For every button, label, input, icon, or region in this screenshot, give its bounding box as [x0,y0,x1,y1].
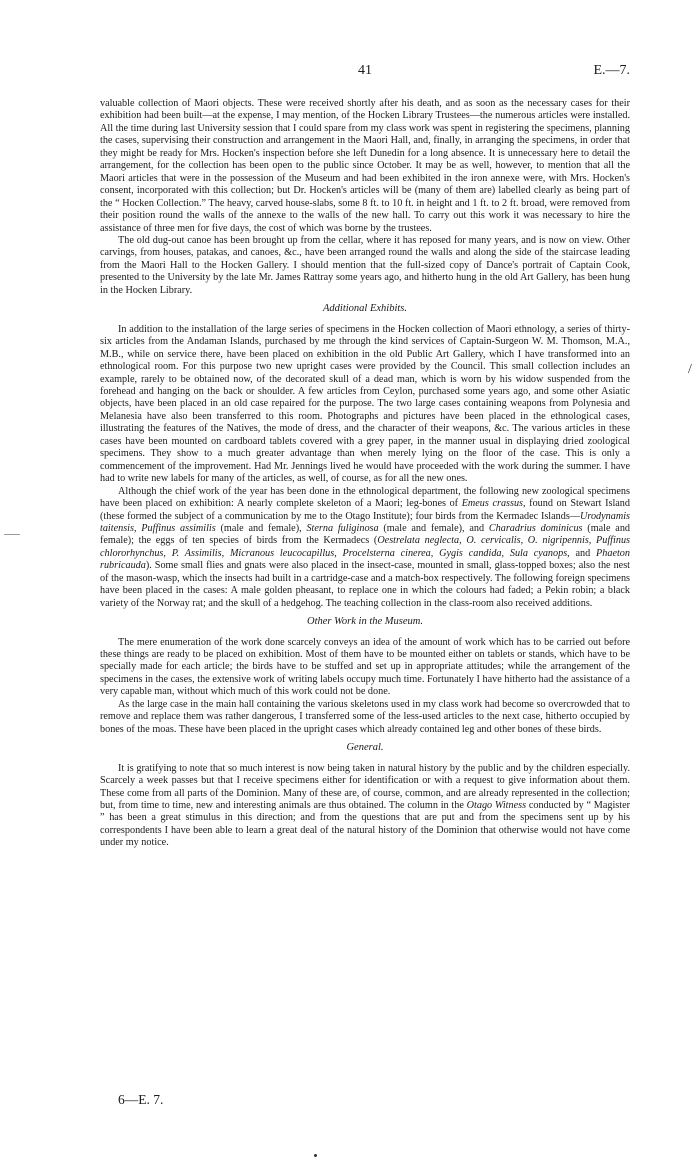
page-header [100,63,630,83]
text-run: ). Some small flies and gnats were also placed in the insect-case, mounted in small, glass-topped boxes; also the nest of the mason-wasp, which the insects had built in a cartridge-case and a match-box respectively. The following foreign specimens have been placed in the cases: A male golden pheasant, to replace one in which the colours had faded; a Pekin robin; a black variety of the Norway rat; and the skull of a hedgehog. The teaching collection in the class-room also received additions. [100,560,630,609]
text-run: conducted by “ Magister ” has been a great stimulus in this direction; and from the questions that are put and from the specimens sent up by his correspondents I have been able to learn a great deal of the natural history of the Dominion that otherwise would not have come under my notice. [100,800,630,849]
species-name: Emeus crassus [461,498,524,510]
text-run: Although the chief work of the year has been done in the ethnological department, the following new zoological specimens have been placed on exhibition: A nearly complete skeleton of a Maori; leg-bones of [100,485,630,510]
page-number: 41 [358,63,372,78]
text-run: (male and female), and [378,522,489,534]
text-run: , found on Stewart Island (these formed the subject of a communication by me to the Otago Institute); four birds from the Kermadec Islands— [100,498,630,522]
paragraph [100,763,630,850]
paragraph: The mere enumeration of the work done scarcely conveys an idea of the amount of work which has to be carried out before these things are ready to be placed on exhibition. Most of them have to be mounted either on tablets or stands, which have to be specially made for each article; the birds have to be stuffed and set up in appropriate attitudes; while the arrangement of the specimens in the cases, the extensive work of writing labels occupy much time. Fortunately I have hitherto had the assistance of a very capable man, without which much of this work could not be done. [100,636,630,698]
text-run: (male and female), [215,522,307,534]
paragraph: valuable collection of Maori objects. These were received shortly after his death, and as soon as the necessary cases for their exhibition had been built—at the expense, I may mention, of the Hocken Library Trustees—the numerous articles were installed. All the time during last University session that I could spare from my class work was spent in registering the specimens, planning the cases, supervising their construction and arrangement in the Maori Hall, and, finally, in arranging the specimens, in order that they might be ready for Mrs. Hocken's inspection before she left Dunedin for a long absence. It is unnecessary here to detail the arrangement, for the collection has been open to the public since October. It may be as well, however, to mention that all the Maori articles that were in the possession of the Museum and had been exhibited in the iron annexe were, with Mrs. Hocken's consent, incorporated with this collection; but Dr. Hocken's articles will be (many of them are) labelled clearly as being part of the “ Hocken Collection.” The heavy, carved house-slabs, some 8 ft. to 10 ft. in height and 1 ft. to 2 ft. broad, were removed from their position round the walls of the annexe to the walls of the new hall. To carry out this work it was necessary to hire the assistance of three men for five days, the cost of which was borne by the trustees. [100,98,630,234]
paragraph: The old dug-out canoe has been brought up from the cellar, where it has reposed for many years, and is now on view. Other carvings, from houses, patakas, and canoes, &c., have been arranged round the walls and along the side of the staircase leading from the Maori Hall to the Hocken Gallery. I should mention that the full-sized copy of Dance's portrait of Captain Cook, presented to the University by the late Mr. James Rattray some years ago, and hitherto hung in the old Art Gallery, has been hung in the Hocken Library. [100,234,630,296]
section-heading: General. [346,742,384,754]
paragraph: In addition to the installation of the large series of specimens in the Hocken collection of Maori ethnology, a series of thirty-six articles from the Andaman Islands, purchased by me through the kind services of Captain-Surgeon W. M. Thomson, M.A., M.B., while on service there, have been placed on exhibition in the old Public Art Gallery, which I have transformed into an ethnological room. For this purpose two new upright cases were provided by the Council. This small collection includes an example, rarely to be obtained now, of the decorated skull of a dead man, which is worn by his widow suspended from the forehead and hanging on the back or shoulder. A few articles from Ceylon, purchased some years ago, and some other Asiatic objects, have been placed in an old case repaired for the purpose. The two large cases containing weapons from Polynesia and Melanesia have also been transferred to this room. Photographs and pictures have been placed in the ethnological cases, illustrating the features of the Natives, the mode of dress, and the character of their weapons, &c. The various articles in these cases have been mounted on cardboard tablets covered with a grey paper, in the manner usual in displaying dried zoological specimens. They show to a much greater advantage than when merely lying on the floor of the case. This is only a commencement of the improvement. Had Mr. Jennings lived he would have proceeded with the work during the summer. I have had to write new labels for many of the articles, as well, of course, as for all the new ones. [100,323,630,485]
text-run: and [569,547,597,559]
signature-mark: 6—E. 7. [118,1092,164,1107]
paragraph: As the large case in the main hall containing the various skeletons used in my class work had become so overcrowded that to remove and replace them was rather dangerous, I transferred some of the less-used articles to the next case, hitherto occupied by bones of the moas. These have been placed in the upright cases which already contained leg and other bones of these birds. [100,698,630,735]
paragraph [100,486,630,611]
margin-mark: / [688,362,692,377]
document-reference: E.—7. [593,63,630,78]
text-run: (male and female); the eggs of ten species of birds from the Kermadecs ( [100,522,631,547]
margin-dash [4,534,20,535]
species-name: Oestrelata neglecta, O. cervicalis, O. nigripennis, Puffinus chlororhynchus, P. Assimilis, Micranous leucocapillus, Procelsterna cinerea, Gygis candida, Sula cyanops, [100,535,631,559]
page-dot [314,1154,317,1157]
text-run: It is gratifying to note that so much interest is now being taken in natural history by the public and by the children especially. Scarcely a week passes but that I receive specimens either for identification or with a request to give information about them. These come from all parts of the Dominion. Many of these are, of course, common, and are already represented in the collection; but, from time to time, new and interesting animals are thus obtained. The column in the [100,762,630,812]
publication-title: Otago Witness [466,800,527,812]
species-name: Phaeton rubricauda [100,547,630,572]
species-name: Urodynamis taitensis, Puffinus assimilis [100,510,630,534]
body-text [100,98,630,850]
section-heading: Other Work in the Museum. [307,616,423,628]
species-name: Sterna fuliginosa [306,522,379,534]
species-name: Charadrius dominicus [488,522,583,534]
section-heading: Additional Exhibits. [323,303,407,315]
